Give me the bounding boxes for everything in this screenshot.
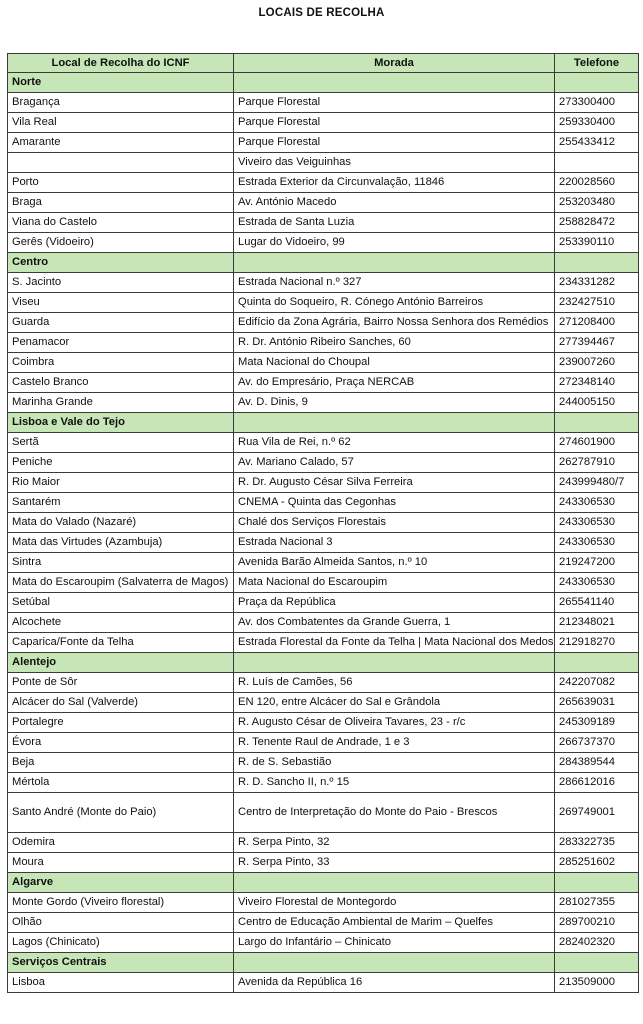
table-row — [8, 113, 639, 133]
cell-morada: Mata Nacional do Escaroupim — [234, 573, 555, 593]
cell-morada: Av. Mariano Calado, 57 — [234, 453, 555, 473]
table-row — [8, 573, 639, 593]
region-row — [8, 413, 639, 433]
cell-telefone: 243306530 — [555, 513, 639, 533]
table-row — [8, 973, 639, 993]
table-row — [8, 793, 639, 833]
cell-morada: Avenida Barão Almeida Santos, n.º 10 — [234, 553, 555, 573]
table-row — [8, 373, 639, 393]
region-empty-cell — [234, 873, 555, 893]
cell-local: Rio Maior — [8, 473, 234, 493]
cell-local — [8, 153, 234, 173]
region-empty-cell — [555, 413, 639, 433]
table-row — [8, 313, 639, 333]
cell-telefone: 239007260 — [555, 353, 639, 373]
cell-morada: Av. António Macedo — [234, 193, 555, 213]
cell-telefone: 234331282 — [555, 273, 639, 293]
table-row — [8, 213, 639, 233]
cell-telefone: 258828472 — [555, 213, 639, 233]
cell-morada: Estrada de Santa Luzia — [234, 213, 555, 233]
cell-local: Lisboa — [8, 973, 234, 993]
region-row — [8, 873, 639, 893]
cell-local: Sintra — [8, 553, 234, 573]
region-name: Lisboa e Vale do Tejo — [8, 413, 234, 433]
cell-local: Bragança — [8, 93, 234, 113]
table-row — [8, 393, 639, 413]
cell-telefone: 253390110 — [555, 233, 639, 253]
table-row — [8, 453, 639, 473]
region-empty-cell — [234, 73, 555, 93]
cell-telefone: 253203480 — [555, 193, 639, 213]
cell-telefone: 243999480/7 — [555, 473, 639, 493]
cell-local: Santarém — [8, 493, 234, 513]
cell-morada: Centro de Educação Ambiental de Marim – Quelfes — [234, 913, 555, 933]
region-empty-cell — [555, 73, 639, 93]
cell-local: Marinha Grande — [8, 393, 234, 413]
table-row — [8, 673, 639, 693]
table-row — [8, 693, 639, 713]
cell-morada: Av. dos Combatentes da Grande Guerra, 1 — [234, 613, 555, 633]
cell-morada: Quinta do Soqueiro, R. Cónego António Barreiros — [234, 293, 555, 313]
cell-morada: Rua Vila de Rei, n.º 62 — [234, 433, 555, 453]
cell-local: Amarante — [8, 133, 234, 153]
region-empty-cell — [234, 413, 555, 433]
cell-morada: R. Tenente Raul de Andrade, 1 e 3 — [234, 733, 555, 753]
cell-local: Caparica/Fonte da Telha — [8, 633, 234, 653]
table-row — [8, 273, 639, 293]
cell-morada: Av. D. Dinis, 9 — [234, 393, 555, 413]
region-empty-cell — [234, 653, 555, 673]
table-row — [8, 333, 639, 353]
cell-local: S. Jacinto — [8, 273, 234, 293]
cell-local: Monte Gordo (Viveiro florestal) — [8, 893, 234, 913]
cell-morada: Lugar do Vidoeiro, 99 — [234, 233, 555, 253]
table-row — [8, 833, 639, 853]
region-empty-cell — [555, 953, 639, 973]
cell-morada: Chalé dos Serviços Florestais — [234, 513, 555, 533]
region-name: Norte — [8, 73, 234, 93]
table-row — [8, 153, 639, 173]
cell-telefone: 274601900 — [555, 433, 639, 453]
table-row — [8, 473, 639, 493]
cell-local: Évora — [8, 733, 234, 753]
cell-local: Gerês (Vidoeiro) — [8, 233, 234, 253]
cell-morada: EN 120, entre Alcácer do Sal e Grândola — [234, 693, 555, 713]
cell-telefone: 220028560 — [555, 173, 639, 193]
cell-morada: R. Dr. António Ribeiro Sanches, 60 — [234, 333, 555, 353]
cell-morada: R. D. Sancho II, n.º 15 — [234, 773, 555, 793]
cell-local: Santo André (Monte do Paio) — [8, 793, 234, 833]
cell-local: Lagos (Chinicato) — [8, 933, 234, 953]
table-row — [8, 613, 639, 633]
cell-local: Castelo Branco — [8, 373, 234, 393]
table-row — [8, 513, 639, 533]
cell-telefone: 285251602 — [555, 853, 639, 873]
cell-telefone: 213509000 — [555, 973, 639, 993]
cell-telefone: 243306530 — [555, 533, 639, 553]
table-row — [8, 933, 639, 953]
region-name: Algarve — [8, 873, 234, 893]
region-empty-cell — [234, 953, 555, 973]
cell-local: Sertã — [8, 433, 234, 453]
cell-telefone: 286612016 — [555, 773, 639, 793]
region-name: Centro — [8, 253, 234, 273]
cell-local: Setúbal — [8, 593, 234, 613]
cell-telefone: 265541140 — [555, 593, 639, 613]
cell-local: Olhão — [8, 913, 234, 933]
region-empty-cell — [234, 253, 555, 273]
region-row — [8, 253, 639, 273]
cell-telefone: 242207082 — [555, 673, 639, 693]
region-empty-cell — [555, 653, 639, 673]
cell-telefone: 245309189 — [555, 713, 639, 733]
table-row — [8, 913, 639, 933]
cell-local: Mértola — [8, 773, 234, 793]
cell-telefone: 219247200 — [555, 553, 639, 573]
cell-local: Penamacor — [8, 333, 234, 353]
cell-local: Portalegre — [8, 713, 234, 733]
cell-morada: Viveiro Florestal de Montegordo — [234, 893, 555, 913]
cell-telefone: 282402320 — [555, 933, 639, 953]
cell-telefone: 259330400 — [555, 113, 639, 133]
cell-morada: Av. do Empresário, Praça NERCAB — [234, 373, 555, 393]
region-empty-cell — [555, 253, 639, 273]
cell-telefone: 283322735 — [555, 833, 639, 853]
cell-morada: Estrada Nacional 3 — [234, 533, 555, 553]
cell-local: Porto — [8, 173, 234, 193]
cell-telefone: 244005150 — [555, 393, 639, 413]
cell-telefone: 212348021 — [555, 613, 639, 633]
table-row — [8, 133, 639, 153]
table-row — [8, 173, 639, 193]
header-local: Local de Recolha do ICNF — [8, 54, 234, 73]
cell-morada: Estrada Florestal da Fonte da Telha | Mata Nacional dos Medos — [234, 633, 555, 653]
region-name: Serviços Centrais — [8, 953, 234, 973]
table-row — [8, 893, 639, 913]
table-row — [8, 293, 639, 313]
region-row — [8, 953, 639, 973]
cell-morada: R. Luís de Camões, 56 — [234, 673, 555, 693]
cell-morada: Parque Florestal — [234, 133, 555, 153]
cell-telefone: 269749001 — [555, 793, 639, 833]
cell-local: Alcácer do Sal (Valverde) — [8, 693, 234, 713]
cell-telefone: 243306530 — [555, 493, 639, 513]
cell-telefone: 273300400 — [555, 93, 639, 113]
cell-morada: Estrada Nacional n.º 327 — [234, 273, 555, 293]
cell-telefone: 271208400 — [555, 313, 639, 333]
cell-local: Mata do Escaroupim (Salvaterra de Magos) — [8, 573, 234, 593]
cell-morada: Viveiro das Veiguinhas — [234, 153, 555, 173]
page-title: LOCAIS DE RECOLHA — [258, 7, 385, 19]
cell-morada: Parque Florestal — [234, 113, 555, 133]
cell-local: Beja — [8, 753, 234, 773]
table-row — [8, 593, 639, 613]
table-row — [8, 753, 639, 773]
cell-telefone: 284389544 — [555, 753, 639, 773]
cell-telefone: 232427510 — [555, 293, 639, 313]
cell-morada: R. Serpa Pinto, 33 — [234, 853, 555, 873]
table-row — [8, 713, 639, 733]
cell-morada: Praça da República — [234, 593, 555, 613]
cell-local: Ponte de Sôr — [8, 673, 234, 693]
table-body — [8, 73, 639, 993]
table-row — [8, 433, 639, 453]
collection-points-table — [7, 53, 639, 993]
cell-telefone — [555, 153, 639, 173]
cell-morada: Estrada Exterior da Circunvalação, 11846 — [234, 173, 555, 193]
table-row — [8, 533, 639, 553]
header-telefone: Telefone — [555, 54, 639, 73]
table-row — [8, 233, 639, 253]
cell-local: Vila Real — [8, 113, 234, 133]
table-row — [8, 193, 639, 213]
cell-local: Moura — [8, 853, 234, 873]
cell-local: Braga — [8, 193, 234, 213]
cell-morada: R. Augusto César de Oliveira Tavares, 23 - r/c — [234, 713, 555, 733]
cell-local: Guarda — [8, 313, 234, 333]
cell-telefone: 255433412 — [555, 133, 639, 153]
table-row — [8, 493, 639, 513]
table-row — [8, 553, 639, 573]
cell-telefone: 277394467 — [555, 333, 639, 353]
cell-morada: Edifício da Zona Agrária, Bairro Nossa Senhora dos Remédios — [234, 313, 555, 333]
cell-local: Alcochete — [8, 613, 234, 633]
cell-morada: Mata Nacional do Choupal — [234, 353, 555, 373]
table-row — [8, 93, 639, 113]
region-row — [8, 653, 639, 673]
cell-local: Viana do Castelo — [8, 213, 234, 233]
cell-local: Coimbra — [8, 353, 234, 373]
table-header-row — [8, 54, 639, 73]
table-row — [8, 733, 639, 753]
cell-morada: Largo do Infantário – Chinicato — [234, 933, 555, 953]
table-row — [8, 773, 639, 793]
cell-local: Odemira — [8, 833, 234, 853]
region-empty-cell — [555, 873, 639, 893]
cell-telefone: 281027355 — [555, 893, 639, 913]
cell-local: Viseu — [8, 293, 234, 313]
cell-telefone: 262787910 — [555, 453, 639, 473]
cell-telefone: 212918270 — [555, 633, 639, 653]
cell-morada: Centro de Interpretação do Monte do Paio - Brescos — [234, 793, 555, 833]
cell-telefone: 243306530 — [555, 573, 639, 593]
cell-morada: CNEMA - Quinta das Cegonhas — [234, 493, 555, 513]
cell-morada: R. Serpa Pinto, 32 — [234, 833, 555, 853]
cell-local: Mata das Virtudes (Azambuja) — [8, 533, 234, 553]
cell-morada: Parque Florestal — [234, 93, 555, 113]
cell-telefone: 272348140 — [555, 373, 639, 393]
table-row — [8, 353, 639, 373]
table-row — [8, 633, 639, 653]
cell-morada: R. de S. Sebastião — [234, 753, 555, 773]
cell-local: Mata do Valado (Nazaré) — [8, 513, 234, 533]
cell-morada: Avenida da República 16 — [234, 973, 555, 993]
region-name: Alentejo — [8, 653, 234, 673]
table-row — [8, 853, 639, 873]
cell-telefone: 289700210 — [555, 913, 639, 933]
cell-local: Peniche — [8, 453, 234, 473]
header-morada: Morada — [234, 54, 555, 73]
cell-telefone: 266737370 — [555, 733, 639, 753]
region-row — [8, 73, 639, 93]
cell-telefone: 265639031 — [555, 693, 639, 713]
cell-morada: R. Dr. Augusto César Silva Ferreira — [234, 473, 555, 493]
